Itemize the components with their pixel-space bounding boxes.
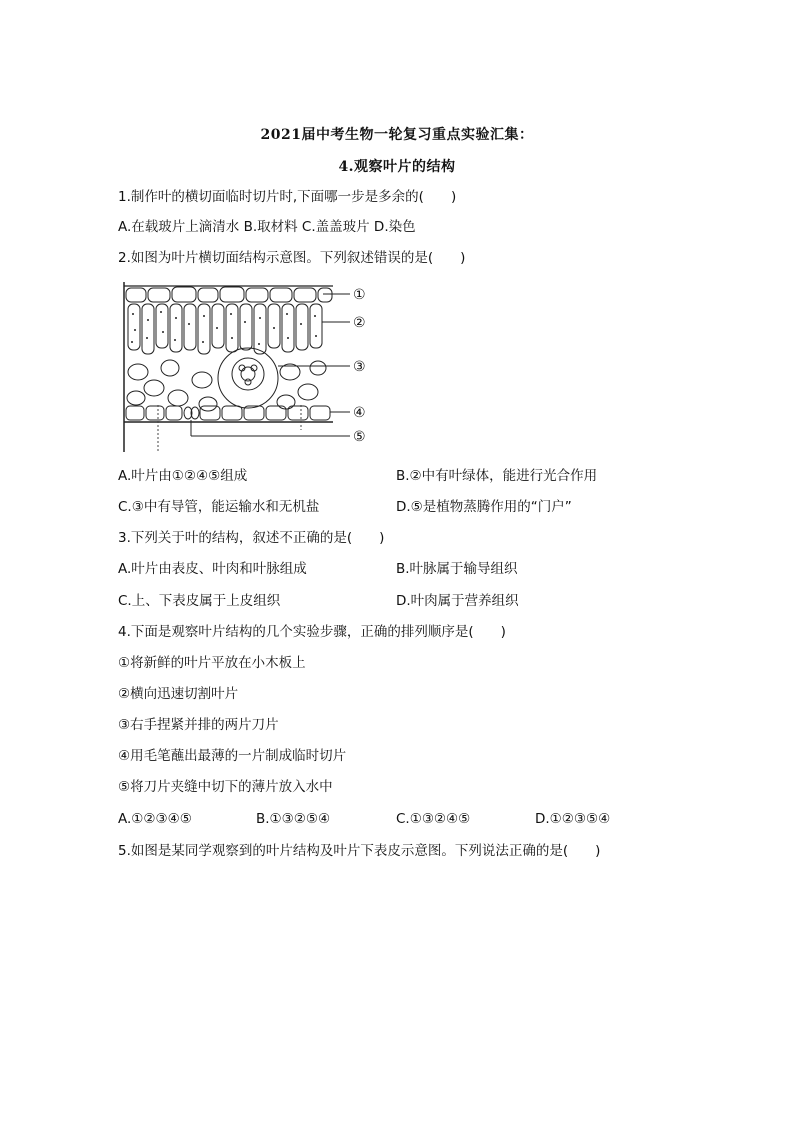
question-3-option-d: D.叶肉属于营养组织 bbox=[396, 593, 519, 609]
document-subtitle: 4.观察叶片的结构 bbox=[338, 159, 456, 175]
question-4-option-d: D.①②③⑤④ bbox=[535, 811, 611, 827]
question-4-option-c: C.①③②④⑤ bbox=[396, 811, 471, 827]
question-4-stem: 4.下面是观察叶片结构的几个实验步骤，正确的排列顺序是( ) bbox=[118, 624, 506, 640]
diagram-label-1: ① bbox=[353, 287, 366, 303]
question-3-option-b: B.叶脉属于输导组织 bbox=[396, 561, 518, 577]
question-2-option-a: A.叶片由①②④⑤组成 bbox=[118, 468, 248, 484]
diagram-label-4: ④ bbox=[353, 405, 366, 421]
question-1-stem: 1.制作叶的横切面临时切片时,下面哪一步是多余的( ) bbox=[118, 189, 457, 205]
question-4-step: ②横向迅速切割叶片 bbox=[118, 686, 239, 702]
diagram-label-2: ② bbox=[353, 315, 366, 331]
diagram-label-3: ③ bbox=[353, 359, 366, 375]
document-title: 2021届中考生物一轮复习重点实验汇集： bbox=[260, 127, 534, 143]
leaf-cross-section-diagram bbox=[118, 280, 380, 458]
question-3-stem: 3.下列关于叶的结构，叙述不正确的是( ) bbox=[118, 530, 385, 546]
question-4-step: ⑤将刀片夹缝中切下的薄片放入水中 bbox=[118, 779, 333, 795]
question-2-option-c: C.③中有导管，能运输水和无机盐 bbox=[118, 499, 320, 515]
question-1-options: A.在载玻片上滴清水 B.取材料 C.盖盖玻片 D.染色 bbox=[118, 219, 416, 235]
question-2-option-b: B.②中有叶绿体，能进行光合作用 bbox=[396, 468, 598, 484]
question-3-option-a: A.叶片由表皮、叶肉和叶脉组成 bbox=[118, 561, 307, 577]
question-2-option-d: D.⑤是植物蒸腾作用的“门户” bbox=[396, 499, 572, 515]
question-4-option-a: A.①②③④⑤ bbox=[118, 811, 192, 827]
question-4-step: ④用毛笔蘸出最薄的一片制成临时切片 bbox=[118, 748, 347, 764]
diagram-label-5: ⑤ bbox=[353, 429, 366, 445]
question-4-step: ③右手捏紧并排的两片刀片 bbox=[118, 717, 279, 733]
question-3-option-c: C.上、下表皮属于上皮组织 bbox=[118, 593, 281, 609]
question-2-stem: 2.如图为叶片横切面结构示意图。下列叙述错误的是( ) bbox=[118, 250, 466, 266]
question-4-option-b: B.①③②⑤④ bbox=[256, 811, 331, 827]
question-5-stem: 5.如图是某同学观察到的叶片结构及叶片下表皮示意图。下列说法正确的是( ) bbox=[118, 843, 601, 859]
question-4-step: ①将新鲜的叶片平放在小木板上 bbox=[118, 655, 306, 671]
